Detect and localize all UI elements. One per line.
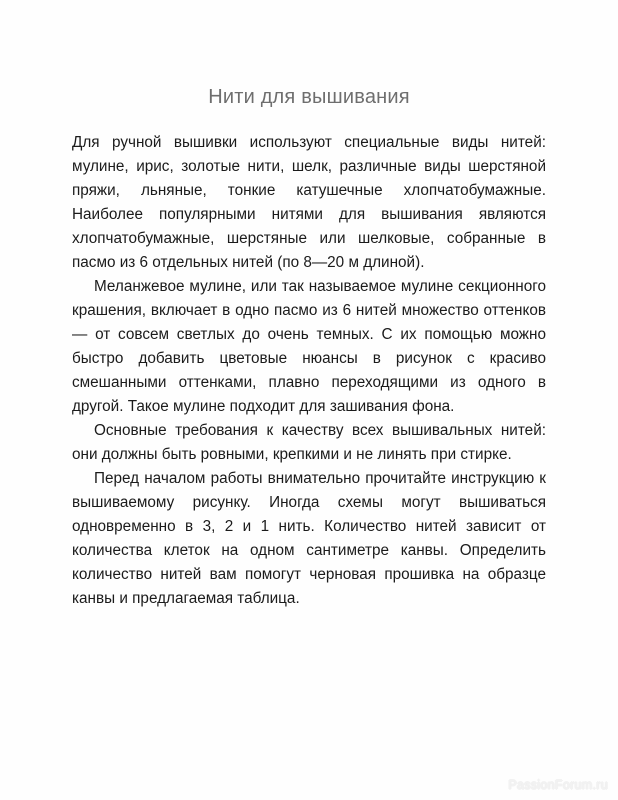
paragraph-5: Перед началом работы внимательно прочитайте инструкцию к вышиваемому рисунку. Иногда схемы могут вышиваться одновременно в 3, 2 и 1 нить. Количество нитей зависит от количества клеток на одном сантиметре канвы. Определить количество нитей вам помогут черновая прошивка на образце канвы и предлагаемая таблица. (72, 470, 546, 607)
article-body (72, 131, 546, 611)
paragraph-1: Для ручной вышивки используют специальные виды нитей: мулине, ирис, золотые нити, шелк, различные виды шерстяной пряжи, льняные, тонкие катушечные хлопчатобумажные. Наиболее популярными нитями для вышивания являются хлопчатобумажные, шерстяные или шелковые, собранные в пасмо из 6 отдельных нитей (по 8—20 м длиной). (72, 134, 546, 271)
paragraph-4: Основные требования к качеству всех вышивальных нитей: они должны быть ровными, крепкими и не линять при стирке. (72, 422, 546, 463)
paragraph-3: Меланжевое мулине, или так называемое мулине секционного крашения, включает в одно пасмо из 6 нитей множество оттенков — от совсем светлых до очень темных. С их помощью можно быстро добавить цветовые нюансы в рисунок с красиво смешанными оттенками, плавно переходящими из одного в другой. Такое мулине подходит для зашивания фона. (72, 278, 546, 415)
page-title: Нити для вышивания (208, 86, 410, 108)
site-watermark: PassionForum.ru (508, 778, 608, 792)
